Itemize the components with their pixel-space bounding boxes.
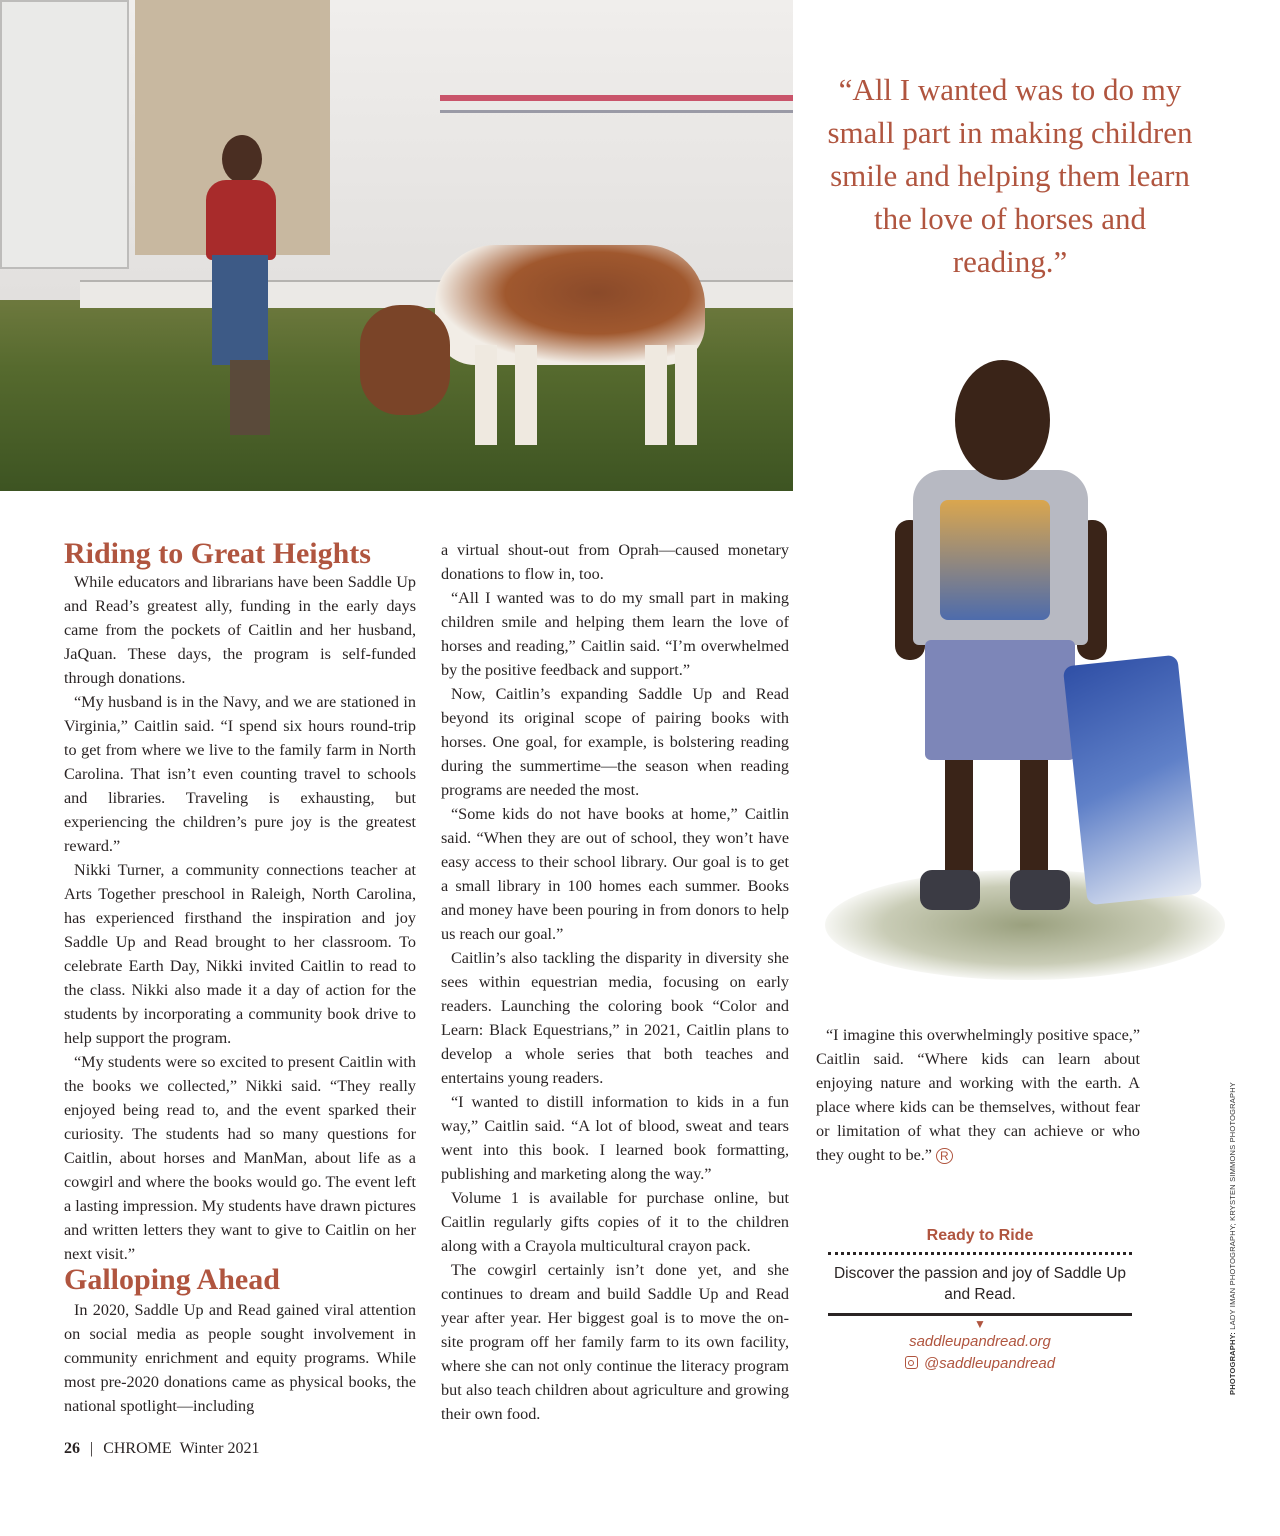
boy-shoe <box>920 870 980 910</box>
closing-quote-text: “I imagine this overwhelmingly positive space,” Caitlin said. “Where kids can learn about enjoying nature and working with the earth. A place where kids can be themselves, without fear or limitation of what they can achieve or who they ought to be.” <box>816 1026 1140 1164</box>
paragraph: While educators and librarians have been Saddle Up and Read’s greatest ally, funding in the early days came from the pockets of Caitlin and her husband, JaQuan. These days, the program is self-funded through donations. <box>64 573 416 687</box>
article-column-3 <box>816 1023 1140 1168</box>
paragraph: “All I wanted was to do my small part in making children smile and helping them learn the love of horses and reading,” Caitlin said. “I’m overwhelmed by the positive feedback and support.” <box>441 589 789 679</box>
boy-leg <box>945 755 973 875</box>
cta-body: Discover the passion and joy of Saddle Up and Read. <box>833 1265 1127 1303</box>
section-heading-galloping: Galloping Ahead <box>64 1263 280 1296</box>
magazine-name: CHROME <box>103 1440 172 1457</box>
woman-figure <box>200 135 280 435</box>
pony-figure <box>355 225 725 445</box>
credit-label: PHOTOGRAPHY: <box>1228 1332 1237 1395</box>
paragraph <box>816 1023 1140 1168</box>
boy-shoe <box>1010 870 1070 910</box>
solid-divider <box>828 1313 1132 1316</box>
instagram-link[interactable] <box>828 1353 1132 1375</box>
ready-to-ride-box <box>828 1226 1132 1375</box>
issue-name: Winter 2021 <box>179 1440 260 1457</box>
end-mark-icon: R <box>936 1148 953 1164</box>
paragraph: Nikki Turner, a community connections teacher at Arts Together preschool in Raleigh, North Carolina, has experienced firsthand the inspiration and joy Saddle Up and Read brought to her classroom. To celebrate Earth Day, Nikki invited Caitlin to read to the class. Nikki also made it a day of action for the students by incorporating a community book drive to help support the program. <box>64 861 416 1047</box>
boy-shorts <box>925 640 1075 760</box>
pony-leg <box>475 345 497 445</box>
paragraph: Volume 1 is available for purchase online, but Caitlin regularly gifts copies of it to the children along with a Crayola multicultural crayon pack. <box>441 1189 789 1255</box>
trailer-stripe-secondary <box>440 110 793 113</box>
paragraph: “My students were so excited to present Caitlin with the books we collected,” Nikki said. “They really enjoyed being read to, and the event sparked their curiosity. The students had so many questions for Caitlin, about horses and ManMan, about life as a cowgirl and where the books would go. The event left a lasting impression. My students have drawn pictures and written letters they want to give to Caitlin on her next visit.” <box>64 1053 416 1263</box>
page-number: 26 <box>64 1440 80 1457</box>
pony-head <box>360 305 450 415</box>
paragraph: “I wanted to distill information to kids in a fun way,” Caitlin said. “A lot of blood, sweat and tears went into this book. I learned book formatting, publishing and marketing along the way.” <box>441 1093 789 1183</box>
instagram-icon <box>905 1356 918 1369</box>
website-link[interactable]: saddleupandread.org <box>909 1333 1051 1350</box>
instagram-handle: @saddleupandread <box>923 1355 1056 1372</box>
footer-separator: | <box>90 1440 94 1457</box>
boy-leg <box>1020 755 1048 875</box>
pull-quote: “All I wanted was to do my small part in making children smile and helping them learn the love of horses and reading.” <box>827 72 1193 279</box>
paragraph: “Some kids do not have books at home,” Caitlin said. “When they are out of school, they won’t have easy access to their school library. Our goal is to get a small library in 100 homes each summer. Books and money have been pouring in from donors to help us reach our goal.” <box>441 805 789 943</box>
paragraph: Caitlin’s also tackling the disparity in diversity she sees within equestrian media, focusing on early readers. Launching the coloring book “Color and Learn: Black Equestrians,” in 2021, Caitlin plans to develop a whole series that both teaches and entertains young readers. <box>441 949 789 1087</box>
paragraph: The cowgirl certainly isn’t done yet, and she continues to dream and build Saddle Up and Read year after year. Her biggest goal is to move the on-site program off her family farm to its own facility, where she can not only continue the literacy program but also teach children about agriculture and growing their own food. <box>441 1261 789 1423</box>
paragraph: a virtual shout-out from Oprah—caused monetary donations to flow in, too. <box>441 541 789 583</box>
dotted-divider <box>828 1252 1132 1255</box>
section-heading-riding: Riding to Great Heights <box>64 537 371 570</box>
credit-text: LADY IMAN PHOTOGRAPHY; KRYSTEN SIMMONS PHOTOGRAPHY <box>1228 1081 1237 1333</box>
pony-leg <box>645 345 667 445</box>
cta-title: Ready to Ride <box>926 1227 1034 1244</box>
page-footer <box>64 1440 259 1458</box>
shirt-graphic <box>940 500 1050 620</box>
article-column-1-continued <box>64 1298 416 1418</box>
paragraph: Now, Caitlin’s expanding Saddle Up and Read beyond its original scope of pairing books with horses. One goal, for example, is bolstering reading during the summertime—the season when reading programs are needed the most. <box>441 685 789 799</box>
woman-head <box>222 135 262 183</box>
paragraph: “My husband is in the Navy, and we are stationed in Virginia,” Caitlin said. “I spend six hours round-trip to get from where we live to the family farm in North Carolina. That isn’t even counting travel to schools and libraries. Traveling is exhausting, but experiencing the children’s pure joy is the greatest reward.” <box>64 693 416 855</box>
pony-leg <box>515 345 537 445</box>
photo-credit <box>1228 1082 1237 1395</box>
article-column-1 <box>64 570 416 1266</box>
paragraph: In 2020, Saddle Up and Read gained viral attention on social media as people sought involvement in community enrichment and equity programs. While most pre-2020 donations came as physical books, the national spotlight—including <box>64 1301 416 1415</box>
arrow-down-icon: ▼ <box>974 1317 986 1331</box>
trailer-stripe <box>440 95 793 101</box>
article-column-2 <box>441 538 789 1426</box>
trailer-door <box>0 0 129 269</box>
woman-jeans <box>212 255 268 365</box>
boy-photo <box>825 330 1225 990</box>
feed-bag <box>1063 655 1202 906</box>
top-photo-woman-with-pony <box>0 0 793 491</box>
woman-shirt <box>206 180 276 260</box>
pony-leg <box>675 345 697 445</box>
woman-boots <box>230 360 270 435</box>
boy-head <box>955 360 1050 480</box>
